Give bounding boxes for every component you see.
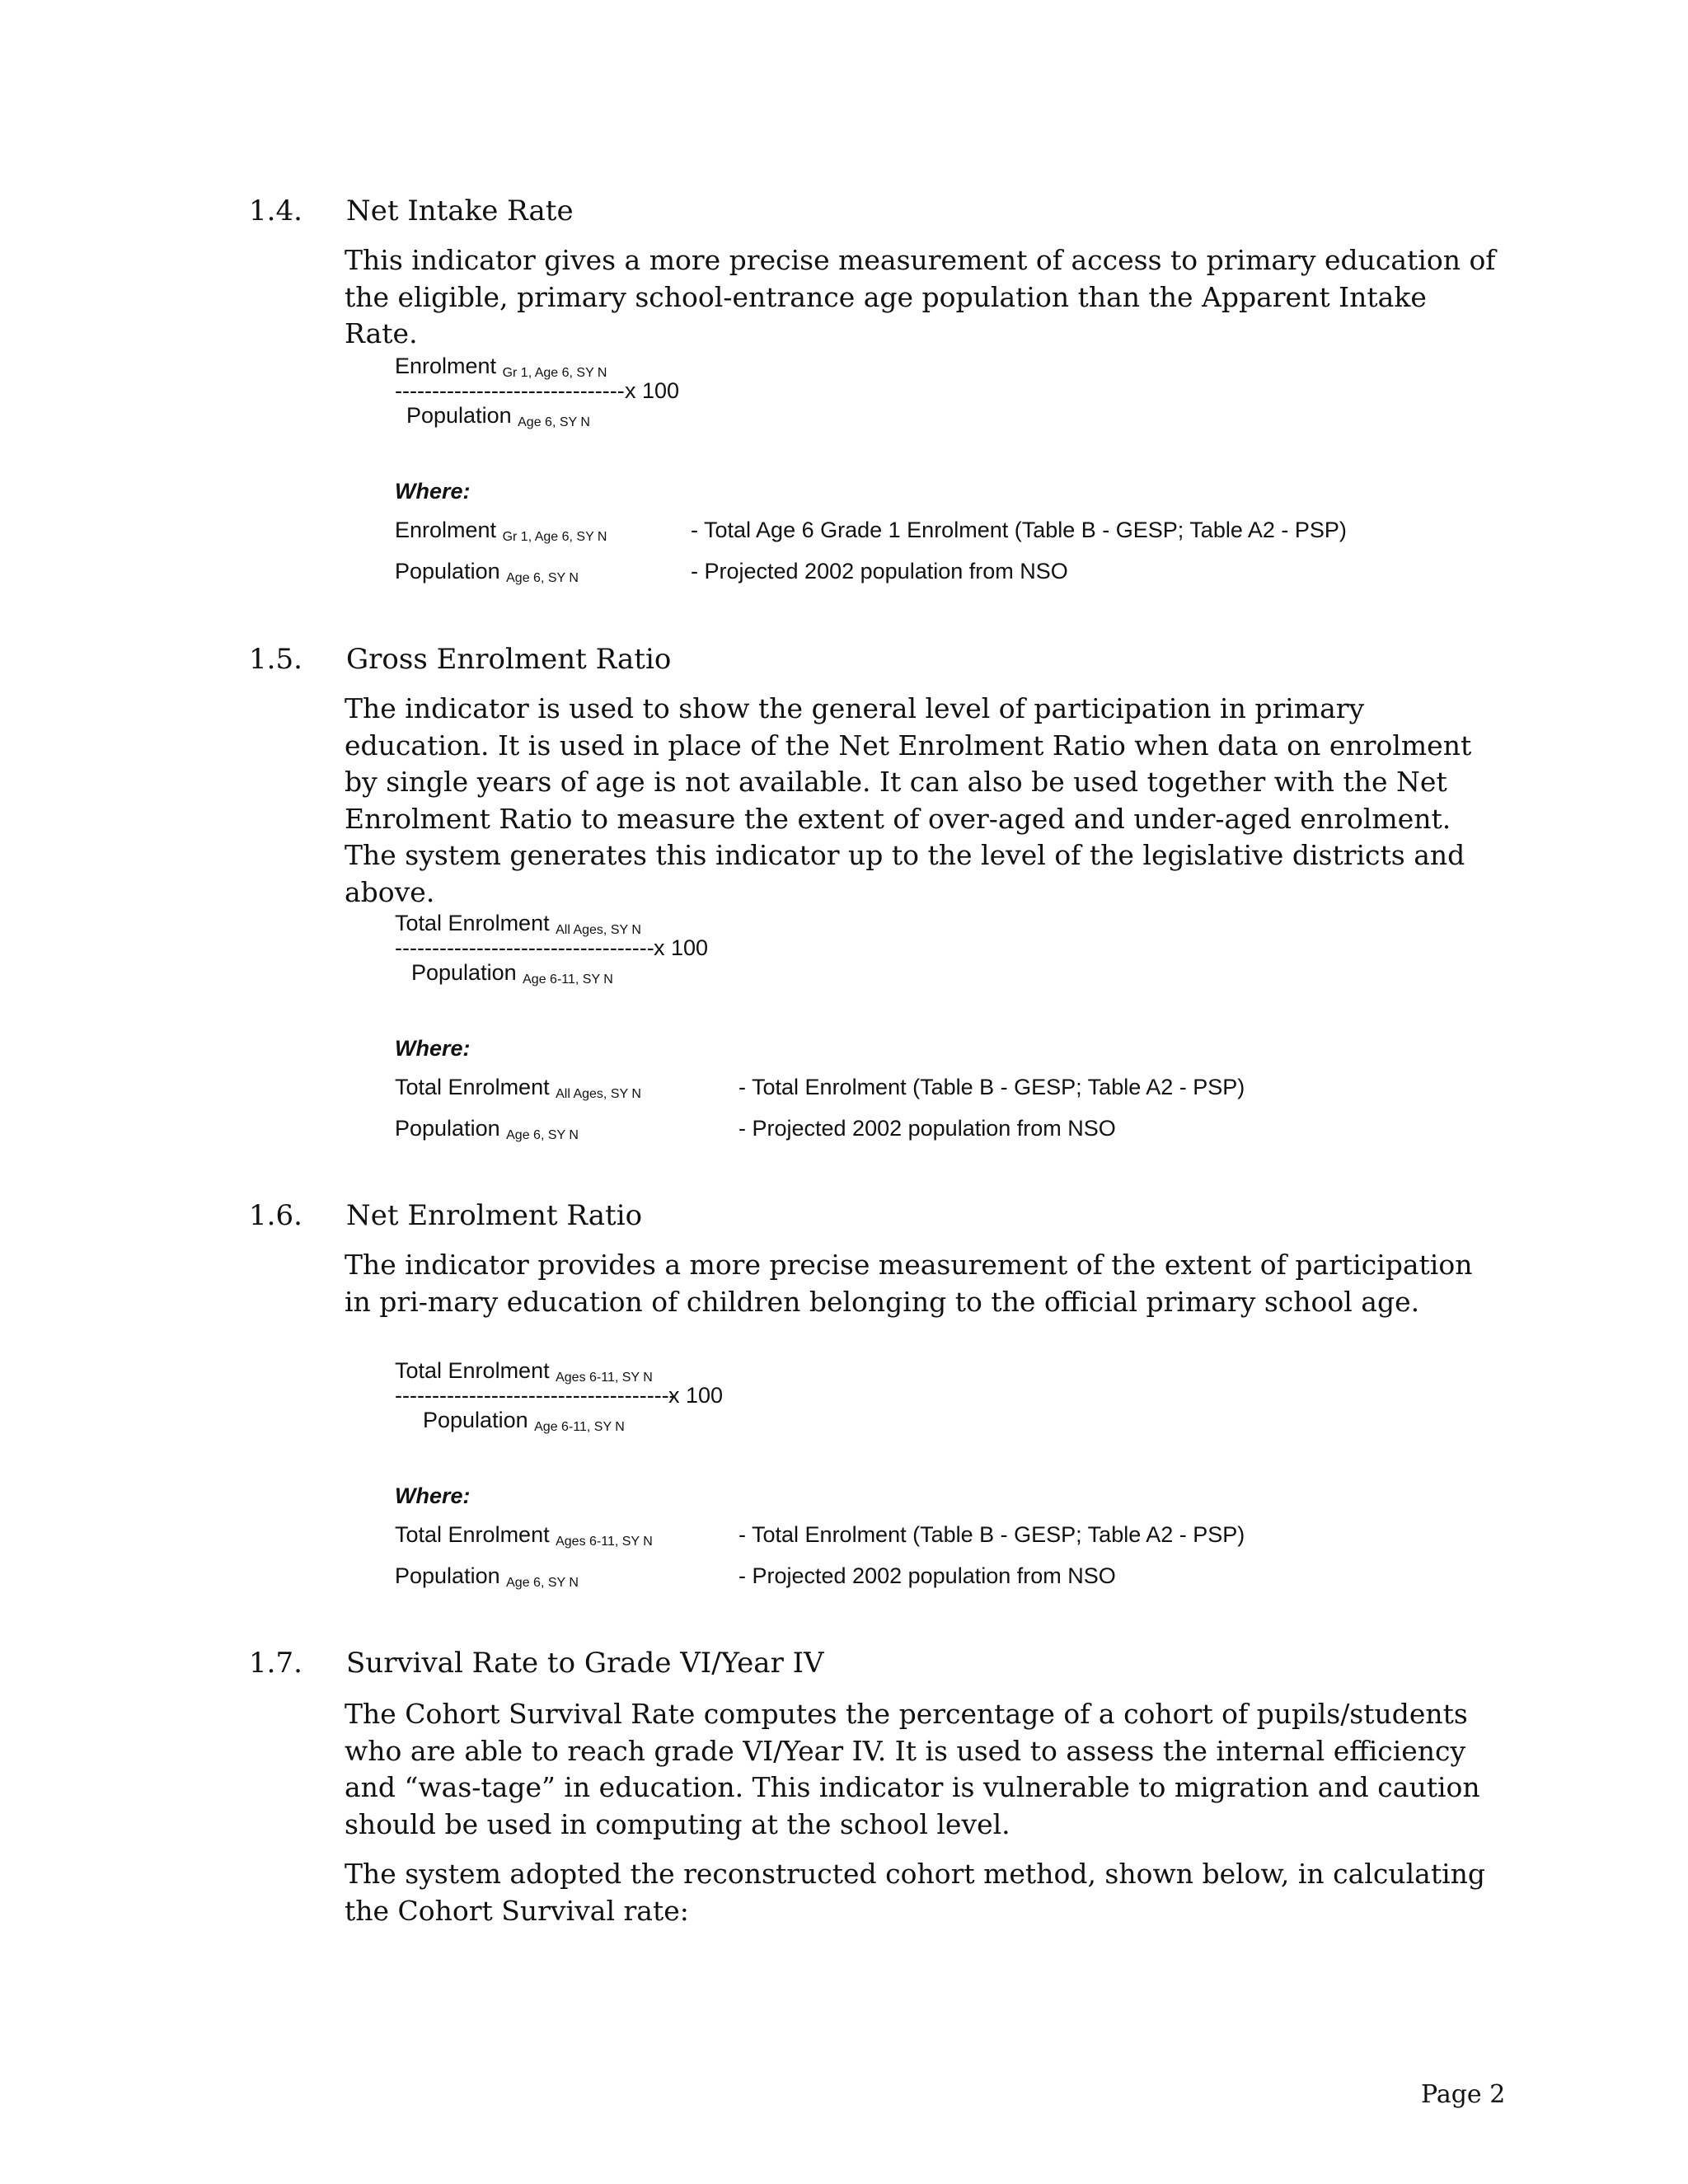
definition-term: Total Enrolment $_{All Ages, SY N}$: [395, 1075, 641, 1101]
section-paragraph: The Cohort Survival Rate computes the percentage of a cohort of pupils/students who are able to reach grade VI/Year IV. It is used to assess the internal efficiency and “was-tage” in education. This indicator is vulnerable to migration and caution should be used in computing at the school level.: [345, 1698, 1480, 1840]
section-number: 1.6.: [249, 1199, 302, 1232]
section-title: Gross Enrolment Ratio: [346, 643, 672, 676]
formula-denominator: Population $_{Age 6, SY N}$: [406, 403, 590, 429]
formula-divider-line: -----------------------------------: [395, 935, 654, 960]
formula-numerator: Enrolment $_{Gr 1, Age 6, SY N}$: [395, 354, 607, 380]
definition-description: - Projected 2002 population from NSO: [691, 559, 1068, 583]
section-number: 1.5.: [249, 643, 302, 676]
page-number: Page 2: [1421, 2080, 1506, 2109]
definition-term: Population $_{Age 6, SY N}$: [395, 1116, 579, 1142]
formula-denominator: Population $_{Age 6-11, SY N}$: [423, 1408, 625, 1434]
section-number: 1.4.: [249, 194, 302, 227]
where-label: Where:: [395, 479, 471, 504]
section-paragraph: The system adopted the reconstructed cohort method, shown below, in calculating the Cohort Survival rate:: [345, 1858, 1486, 1927]
section-title: Net Enrolment Ratio: [346, 1199, 643, 1232]
section-paragraph: This indicator gives a more precise measurement of access to primary education of the eligible, primary school-entrance age population than the Apparent Intake Rate.: [345, 244, 1496, 349]
definition-description: - Total Age 6 Grade 1 Enrolment (Table B - GESP; Table A2 - PSP): [691, 518, 1347, 542]
where-label: Where:: [395, 1483, 471, 1508]
formula-multiplier: x 100: [668, 1383, 724, 1408]
definition-description: - Total Enrolment (Table B - GESP; Table A2 - PSP): [738, 1522, 1245, 1547]
where-label: Where:: [395, 1036, 471, 1061]
section-paragraph: The indicator is used to show the general level of participation in primary education. It is used in place of the Net Enrolment Ratio when data on enrolment by single years of age is not available. It can also be used together with the Net Enrolment Ratio to measure the extent of over-aged and under-aged enrolment. The system generates this indicator up to the level of the legislative districts and above.: [345, 692, 1472, 908]
formula-divider-line: --------------------------------------: [395, 1383, 677, 1408]
definition-term: Total Enrolment $_{Ages 6-11, SY N}$: [395, 1522, 653, 1549]
formula-divider-line: -------------------------------: [395, 378, 625, 403]
section-title: Net Intake Rate: [346, 194, 574, 227]
definition-term: Population $_{Age 6, SY N}$: [395, 1563, 579, 1590]
formula-numerator: Total Enrolment $_{All Ages, SY N}$: [395, 911, 641, 937]
definition-term: Population $_{Age 6, SY N}$: [395, 559, 579, 585]
formula-denominator: Population $_{Age 6-11, SY N}$: [411, 960, 613, 987]
formula-numerator: Total Enrolment $_{Ages 6-11, SY N}$: [395, 1358, 653, 1385]
section-number: 1.7.: [249, 1647, 302, 1680]
definition-description: - Projected 2002 population from NSO: [738, 1116, 1116, 1141]
formula-multiplier: x 100: [625, 378, 680, 403]
definition-description: - Total Enrolment (Table B - GESP; Table A2 - PSP): [738, 1075, 1245, 1099]
definition-term: Enrolment $_{Gr 1, Age 6, SY N}$: [395, 518, 607, 544]
section-paragraph: The indicator provides a more precise measurement of the extent of participation in pri-mary education of children belonging to the official primary school age.: [345, 1249, 1473, 1318]
definition-description: - Projected 2002 population from NSO: [738, 1563, 1116, 1588]
formula-multiplier: x 100: [654, 935, 709, 960]
section-title: Survival Rate to Grade VI/Year IV: [346, 1647, 824, 1680]
